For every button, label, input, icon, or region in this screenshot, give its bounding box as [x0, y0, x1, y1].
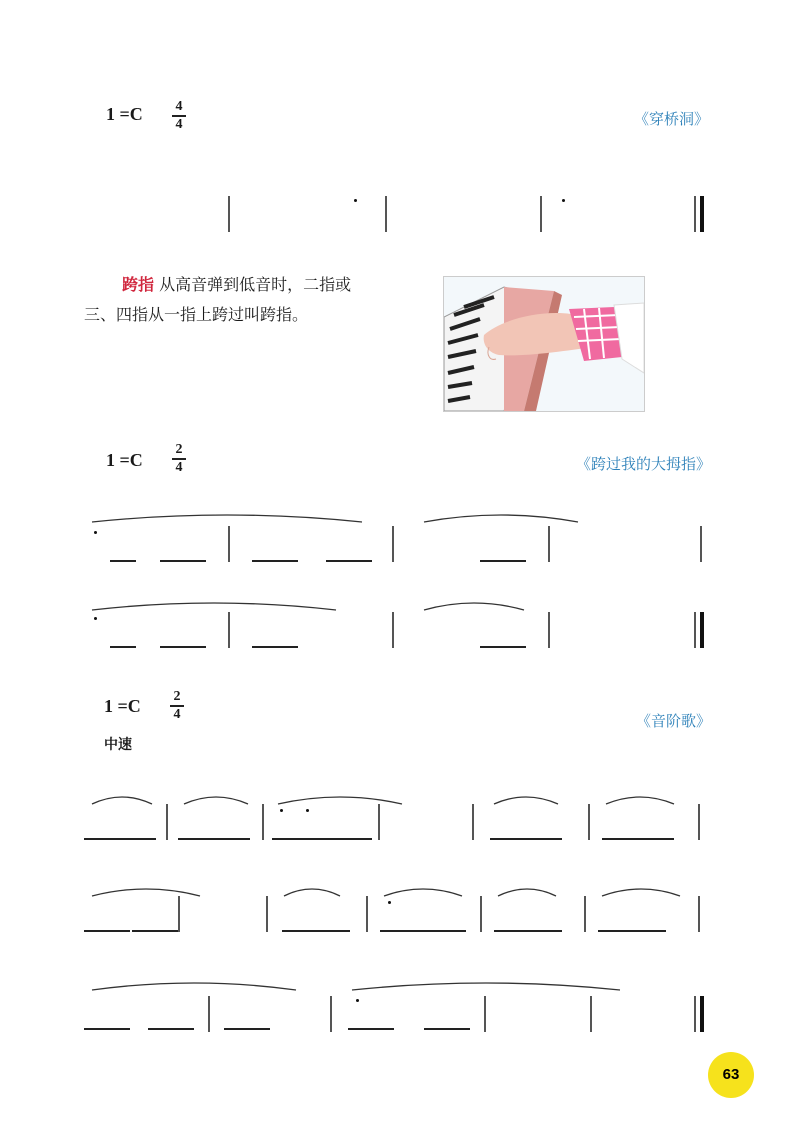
- underline-beam: [110, 560, 136, 562]
- key-signature: 1 =C: [104, 696, 141, 716]
- time-bottom: 4: [175, 459, 183, 475]
- barline: [228, 526, 230, 562]
- underline-beam: [326, 560, 372, 562]
- slur: [92, 978, 296, 992]
- slur: [602, 884, 680, 898]
- barline: [262, 804, 264, 840]
- barline: [228, 196, 230, 232]
- underline-beam: [348, 1028, 394, 1030]
- underline-beam: [84, 838, 156, 840]
- underline-beam: [252, 646, 298, 648]
- underline-beam: [282, 930, 350, 932]
- barline: [166, 804, 168, 840]
- underline-beam: [160, 560, 206, 562]
- underline-beam: [84, 1028, 130, 1030]
- song-title: 《音阶歌》: [636, 712, 712, 730]
- barline: [588, 804, 590, 840]
- barline: [366, 896, 368, 932]
- barline: [228, 612, 230, 648]
- crossing-line2: 三、四指从一指上跨过叫跨指。: [84, 305, 309, 324]
- time-bottom: 4: [173, 706, 181, 722]
- time-bottom: 4: [175, 116, 183, 132]
- underline-beam: [424, 1028, 470, 1030]
- hand-on-keyboard-photo: [443, 276, 645, 412]
- slur: [352, 978, 620, 992]
- high-octave-dot: [356, 999, 359, 1002]
- barline: [694, 196, 696, 232]
- underline-beam: [224, 1028, 270, 1030]
- underline-beam: [160, 646, 206, 648]
- underline-beam: [490, 838, 562, 840]
- slur: [92, 598, 336, 612]
- underline-beam: [380, 930, 466, 932]
- underline-beam: [84, 930, 130, 932]
- slur: [424, 598, 524, 612]
- underline-beam: [110, 646, 136, 648]
- final-barline: [700, 196, 704, 232]
- slur: [284, 884, 340, 898]
- barline: [694, 996, 696, 1032]
- underline-beam: [602, 838, 674, 840]
- song-title: 《跨过我的大拇指》: [576, 455, 712, 473]
- time-signature: [172, 443, 186, 475]
- key-signature: 1 =C: [106, 450, 143, 470]
- underline-beam: [272, 838, 372, 840]
- barline: [484, 996, 486, 1032]
- page-number: 63: [708, 1052, 754, 1098]
- key-signature: 1 =C: [106, 104, 143, 124]
- barline: [548, 612, 550, 648]
- slur: [92, 510, 362, 524]
- barline: [266, 896, 268, 932]
- final-barline: [700, 996, 704, 1032]
- tempo-marking: 中速: [104, 737, 132, 753]
- time-top: 2: [175, 442, 183, 457]
- underline-beam: [480, 560, 526, 562]
- high-octave-dot: [562, 199, 565, 202]
- high-octave-dot: [388, 901, 391, 904]
- slur: [278, 792, 402, 806]
- crossing-line1: 从高音弹到低音时，二指或: [159, 275, 352, 294]
- barline: [548, 526, 550, 562]
- underline-beam: [252, 560, 298, 562]
- barline: [472, 804, 474, 840]
- barline: [178, 896, 180, 932]
- barline: [385, 196, 387, 232]
- barline: [590, 996, 592, 1032]
- barline: [378, 804, 380, 840]
- barline: [540, 196, 542, 232]
- barline: [392, 526, 394, 562]
- time-top: 4: [175, 99, 183, 114]
- slur: [92, 884, 200, 898]
- time-top: 2: [173, 689, 181, 704]
- barline: [700, 526, 702, 562]
- slur: [424, 510, 578, 524]
- final-barline: [700, 612, 704, 648]
- barline: [698, 804, 700, 840]
- barline: [584, 896, 586, 932]
- high-octave-dot: [280, 809, 283, 812]
- underline-beam: [480, 646, 526, 648]
- barline: [330, 996, 332, 1032]
- barline: [694, 612, 696, 648]
- time-signature: [170, 690, 184, 722]
- barline: [698, 896, 700, 932]
- slur: [184, 792, 248, 806]
- underline-beam: [148, 1028, 194, 1030]
- underline-beam: [598, 930, 666, 932]
- underline-beam: [494, 930, 562, 932]
- slur: [384, 884, 462, 898]
- time-signature: [172, 100, 186, 132]
- barline: [208, 996, 210, 1032]
- slur: [494, 792, 558, 806]
- slur: [606, 792, 674, 806]
- high-octave-dot: [354, 199, 357, 202]
- high-octave-dot: [306, 809, 309, 812]
- underline-beam: [132, 930, 178, 932]
- high-octave-dot: [94, 531, 97, 534]
- high-octave-dot: [94, 617, 97, 620]
- song-title: 《穿桥洞》: [634, 110, 710, 128]
- crossing-explanation: [84, 270, 434, 330]
- barline: [392, 612, 394, 648]
- underline-beam: [178, 838, 250, 840]
- crossing-term: 跨指: [122, 275, 155, 294]
- slur: [92, 792, 152, 806]
- barline: [480, 896, 482, 932]
- slur: [498, 884, 556, 898]
